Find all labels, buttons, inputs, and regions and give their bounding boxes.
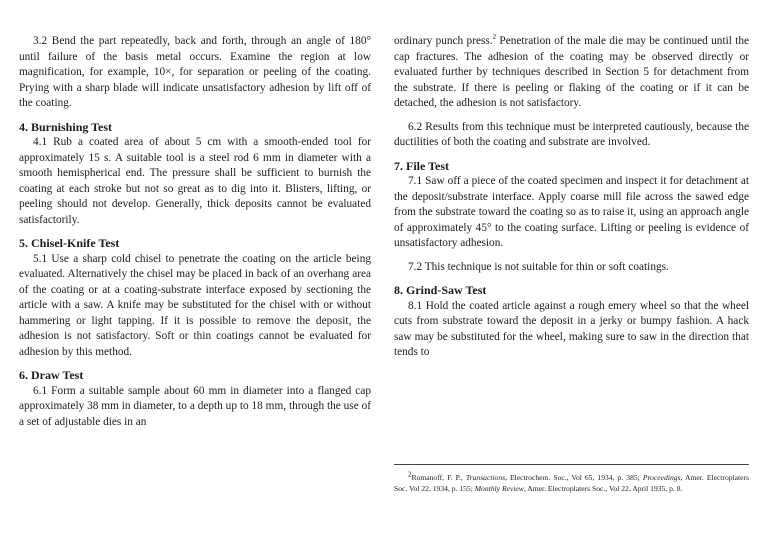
paragraph-7-2: 7.2 This technique is not suitable for thin or soft coatings. [408, 260, 669, 273]
text-segment: ordinary punch press. [394, 35, 493, 47]
footnote-reference: 2 [492, 33, 497, 42]
footnote-2 [394, 472, 749, 494]
paragraph-6-1: 6.1 Form a suitable sample about 60 mm in diameter into a flanged cap approximately 38 mm in diameter, to a depth up to 18 mm, through the use of a set of adjustable dies in an [19, 384, 371, 428]
paragraph-8-1: 8.1 Hold the coated article against a rough emery wheel so that the wheel cuts from substrate toward the deposit in a jerky or bumpy fashion. A hack saw may be substituted for the wheel, making sure to saw in the direction that tends to [394, 299, 749, 358]
journal-title: Proceedings [642, 473, 681, 482]
heading-chisel-knife-test: 5. Chisel-Knife Test [19, 236, 120, 250]
paragraph-5-1: 5.1 Use a sharp cold chisel to penetrate the coating on the article being evaluated. Alternatively the chisel may be placed in back of an overhang area of the coating or at a coating-substrate interface exposed by sectioning the article with a saw. A knife may be substituted for the chisel with or without hammering or light tapping. If it is possible to remove the deposit, the adhesion is not satisfactory. Soft or thin coatings cannot be evaluated for adhesion by this method. [19, 252, 371, 358]
heading-grind-saw-test: 8. Grind-Saw Test [394, 283, 487, 297]
heading-file-test: 7. File Test [394, 158, 450, 173]
paragraph-4-1: 4.1 Rub a coated area of about 5 cm with a smooth-ended tool for approximately 15 s. A suitable tool is a steel rod 6 mm in diameter with a smooth hemispherical end. The pressure shall be sufficient to burnish the coating at each stroke but not so great as to dig into it. Blisters, lifting, or peeling should not develop. Generally, thick deposits cannot be evaluated satisfactorily. [19, 136, 371, 226]
text-segment: , Amer. Electroplaters Soc. Vol 22, 1934, p. 155; [394, 473, 749, 494]
journal-title: Transactions [465, 473, 506, 482]
paragraph-6-2: 6.2 Results from this technique must be interpreted cautiously, because the ductilities of both the coating and substrate are involved. [394, 120, 749, 148]
journal-title: Monthly Review [474, 484, 524, 494]
text-segment: Romanoff, F. P., [411, 473, 466, 482]
paragraph-7-1: 7.1 Saw off a piece of the coated specimen and inspect it for detachment at the deposit/substrate interface. Apply coarse mill file across the sawed edge from the substrate toward the coating so as to raise it, using an approach angle of approximately 45° to the coating surface. Lifting or peeling is evidence of unsatisfactory adhesion. [394, 175, 749, 249]
heading-burnishing-test: 4. Burnishing Test [19, 119, 113, 134]
text-segment: , Electrochem. Soc., Vol 65, 1934, p. 385; [505, 473, 643, 482]
text-segment: , Amer. Electroplaters Soc., Vol 22, April 1935, p. 8. [523, 484, 683, 494]
left-column [19, 34, 371, 430]
paragraph-6-1-continued [394, 34, 749, 112]
text-segment: Penetration of the male die may be continued until the cap fractures. The adhesion of the coating may be observed directly or evaluated further by techniques described in Section 5 for detachment from the substrate. If there is peeling or flaking of the coating or if it can be detached, the adhesion is not satisfactory. [394, 35, 749, 109]
footnote-area [394, 464, 749, 494]
heading-draw-test: 6. Draw Test [19, 368, 84, 382]
right-column [394, 34, 749, 361]
paragraph-3-2: 3.2 Bend the part repeatedly, back and forth, through an angle of 180° until failure of the basis metal occurs. Examine the region at low magnification, for example, 10×, for separation or peeling of the coating. Prying with a sharp blade will indicate unsatisfactory adhesion by lift off of the coating. [19, 35, 371, 109]
footnote-marker: 2 [408, 470, 412, 479]
